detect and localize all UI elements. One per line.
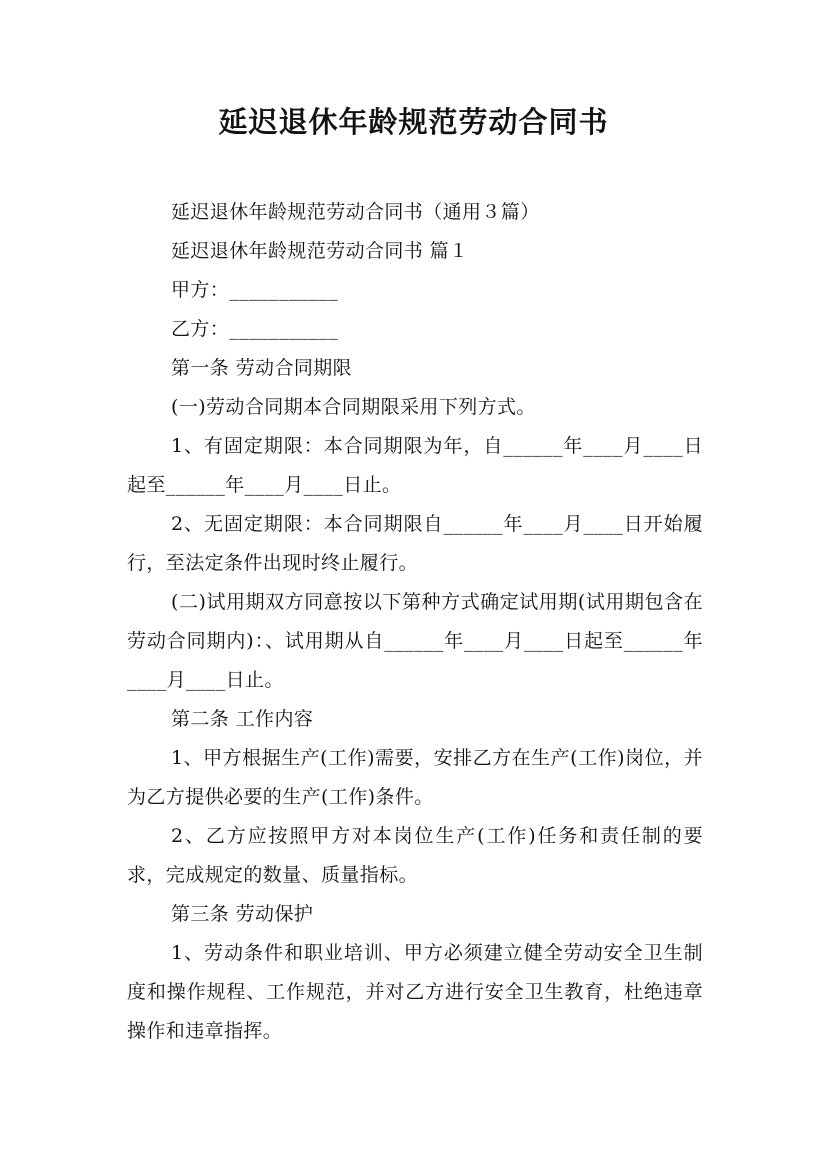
document-body	[127, 193, 703, 1051]
paragraph-part-1: 延迟退休年龄规范劳动合同书 篇１	[171, 240, 469, 262]
paragraph-fixed-term: 1、有固定期限：本合同期限为年，自______年____月____日起至______年____月____日止。	[127, 435, 703, 496]
paragraph-article-3: 第三条 劳动保护	[171, 903, 314, 925]
paragraph-article-2: 第二条 工作内容	[171, 708, 314, 730]
paragraph-doc-heading: 延迟退休年龄规范劳动合同书（通用３篇）	[171, 201, 540, 223]
paragraph-protection-1: 1、劳动条件和职业培训、甲方必须建立健全劳动安全卫生制度和操作规程、工作规范，并对乙方进行安全卫生教育，杜绝违章操作和违章指挥。	[127, 942, 703, 1042]
paragraph-article-1: 第一条 劳动合同期限	[171, 357, 353, 379]
paragraph-party-b: 乙方：___________	[171, 318, 339, 340]
paragraph-party-a: 甲方：___________	[171, 279, 339, 301]
paragraph-open-term: 2、无固定期限：本合同期限自______年____月____日开始履行，至法定条件出现时终止履行。	[127, 513, 703, 574]
paragraph-work-2: 2、乙方应按照甲方对本岗位生产(工作)任务和责任制的要求，完成规定的数量、质量指标。	[127, 825, 703, 886]
paragraph-clause-1-1: (一)劳动合同期本合同期限采用下列方式。	[171, 396, 536, 418]
paragraph-probation: (二)试用期双方同意按以下第种方式确定试用期(试用期包含在劳动合同期内)：、试用期从自______年____月____日起至______年____月____日止。	[127, 591, 703, 691]
paragraph-work-1: 1、甲方根据生产(工作)需要，安排乙方在生产(工作)岗位，并为乙方提供必要的生产(工作)条件。	[127, 747, 703, 808]
document-title: 延迟退休年龄规范劳动合同书	[218, 105, 609, 139]
